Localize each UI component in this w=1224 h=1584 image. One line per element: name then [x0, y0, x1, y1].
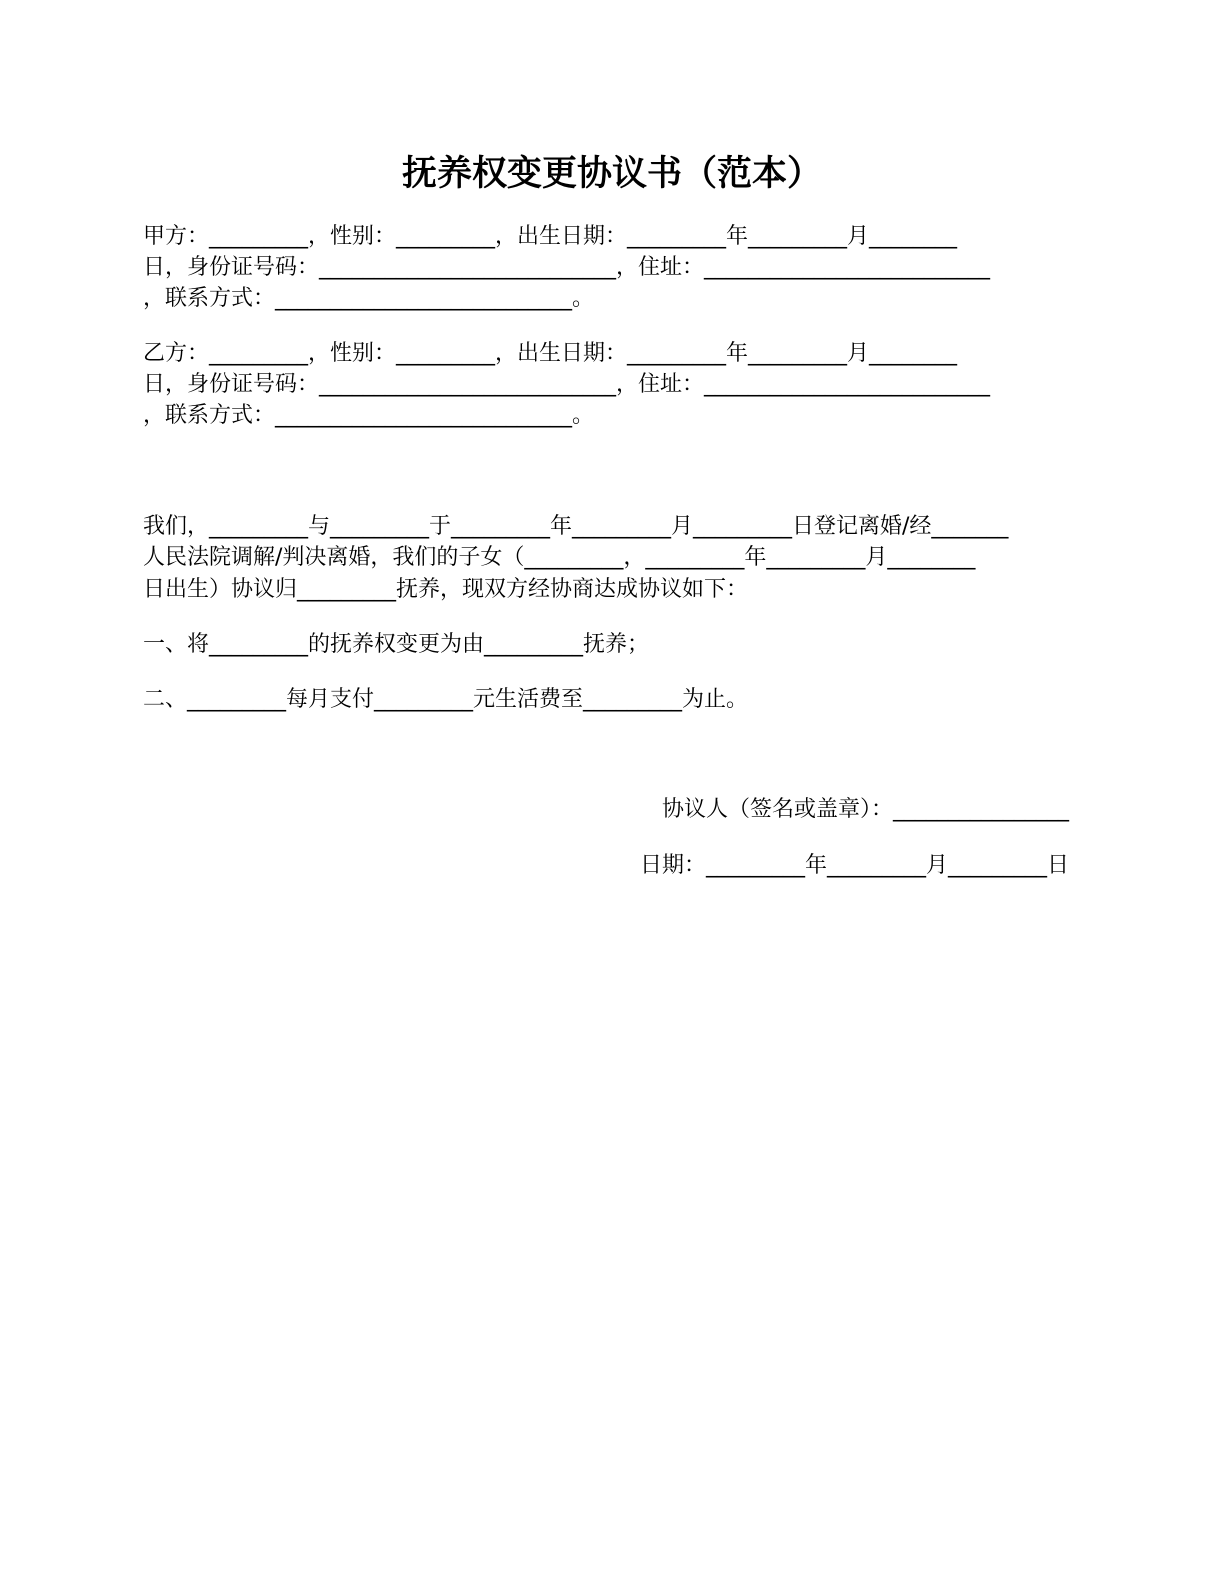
party-a-line-2: 日，身份证号码：___________________________，住址：__________________________ [143, 255, 991, 280]
clause-1: 一、将_________的抚养权变更为由_________抚养； [143, 632, 650, 657]
party-a-line-1: 甲方：_________，性别：_________，出生日期：_________年_________月________ [143, 224, 958, 249]
party-b-line-3: ，联系方式：___________________________。 [143, 403, 595, 428]
party-b-line-2: 日，身份证号码：___________________________，住址：__________________________ [143, 372, 991, 397]
signer-line: 协议人（签名或盖章）：________________ [661, 797, 1069, 822]
intro-line-1: 我们，_________与_________于_________年_________月_________日登记离婚/经_______ [143, 514, 1009, 539]
party-b-line-1: 乙方：_________，性别：_________，出生日期：_________年_________月________ [143, 341, 958, 366]
sign-date-line: 日期：_________年_________月_________日 [639, 853, 1069, 878]
clause-2: 二、_________每月支付_________元生活费至_________为止。 [143, 687, 749, 712]
document-title: 抚养权变更协议书（范本） [401, 154, 822, 194]
intro-line-2: 人民法院调解/判决离婚，我们的子女（_________，_________年_________月________ [143, 545, 976, 570]
intro-line-3: 日出生）协议归_________抚养，现双方经协商达成协议如下： [143, 577, 749, 602]
party-a-line-3: ，联系方式：___________________________。 [143, 286, 595, 311]
